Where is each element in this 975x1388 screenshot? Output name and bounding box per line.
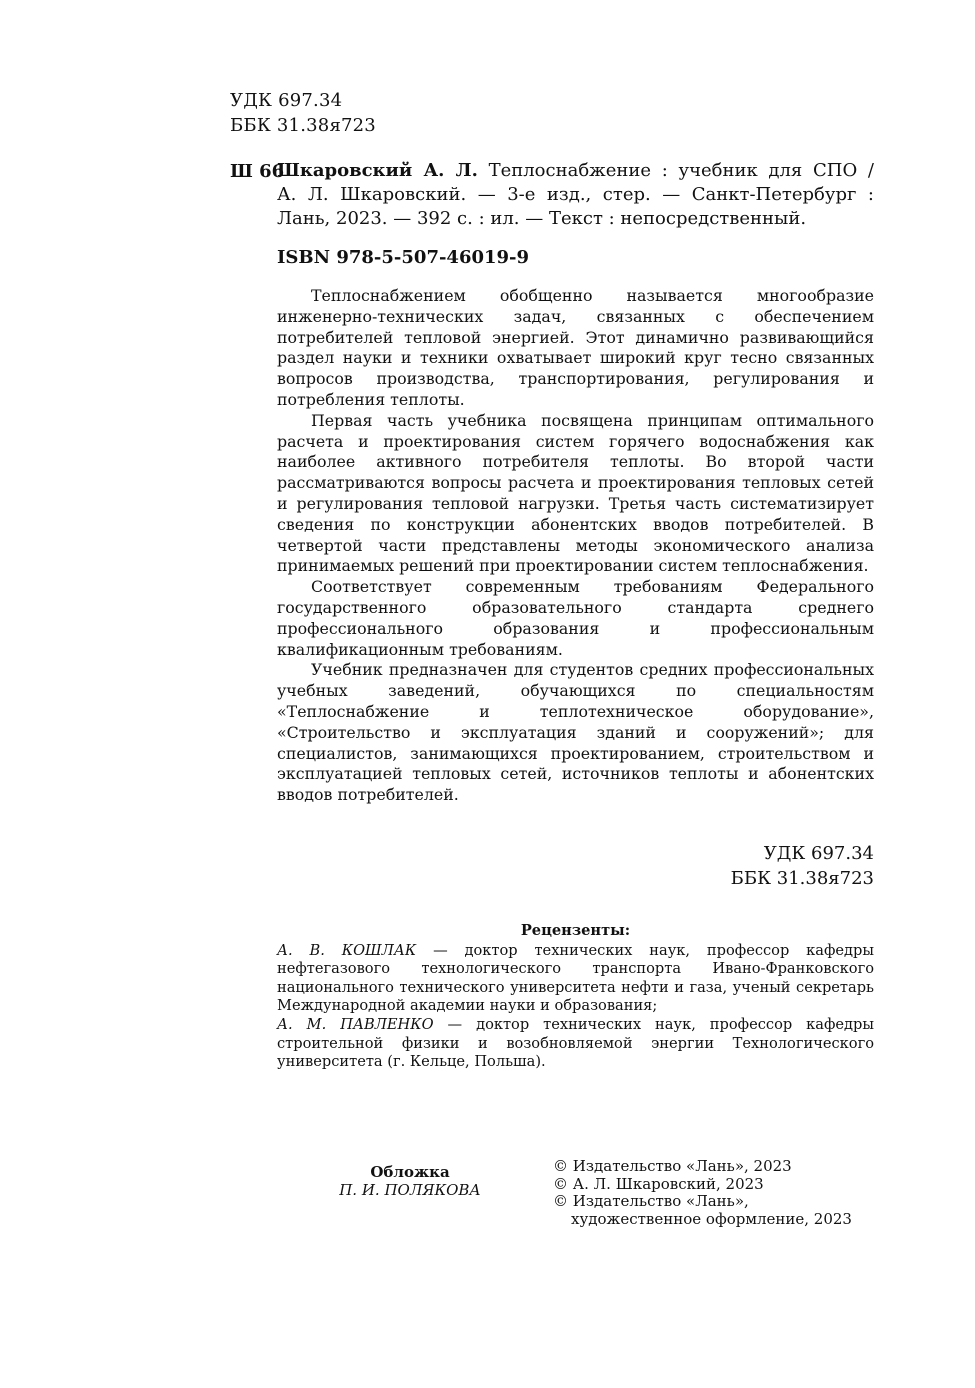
cover-credit: [300, 1163, 520, 1199]
copyright-line: © А. Л. Шкаровский, 2023: [553, 1174, 764, 1193]
reviewers-title: Рецензенты:: [520, 922, 631, 939]
cover-artist: П. И. ПОЛЯКОВА: [339, 1181, 481, 1199]
udk-code: УДК 697.34: [763, 843, 874, 864]
cover-label: Обложка: [370, 1163, 450, 1181]
copyright-line: © Издательство «Лань», 2023: [553, 1157, 792, 1175]
author-name: Шкаровский А. Л.: [277, 160, 478, 181]
reviewer-entry: [277, 942, 874, 1016]
annotation-paragraph: Соответствует современным требованиям Федерального государственного образовательного стандарта среднего профессионального образования и профессиональным квалификационным требованиям.: [277, 577, 874, 659]
bibliographic-line-3: Лань, 2023. — 392 с. : ил. — Текст : непосредственный.: [277, 208, 807, 229]
copyright-line: художественное оформление, 2023: [571, 1209, 852, 1228]
reviewer-description: — доктор технических наук, профессор кафедры строительной физики и возобновляемой энергии Технологического университета (г. Кельце, Польша).: [277, 1015, 874, 1071]
annotation-paragraph: Теплоснабжением обобщенно называется многообразие инженерно-технических задач, связанных с обеспечением потребителей тепловой энергией. Этот динамично развивающийся раздел науки и техники охватывает широкий круг тесно связанных вопросов производства, транспортирования, регулирования и потребления теплоты.: [277, 286, 874, 409]
reviewer-entry: [277, 1016, 874, 1072]
annotation-paragraph: Первая часть учебника посвящена принципам оптимального расчета и проектирования систем горячего водоснабжения как наиболее активного потребителя теплоты. Во второй части рассматриваются вопросы расчета и проектирования тепловых сетей и регулирования тепловой нагрузки. Третья часть систематизирует сведения по конструкции абонентских вводов потребителей. В четвертой части представлены методы экономического анализа принимаемых решений при проектировании систем теплоснабжения.: [277, 410, 874, 576]
bibliographic-line-2: А. Л. Шкаровский. — 3-е изд., стер. — Санкт-Петербург :: [277, 184, 874, 205]
isbn: ISBN 978-5-507-46019-9: [277, 247, 530, 268]
reviewer-description: — доктор технических наук, профессор кафедры нефтегазового технологического транспорта Ивано-Франковского национального технического университета нефти и газа, ученый секретарь Международной академии науки и образования;: [277, 941, 874, 1015]
udk-code: УДК 697.34: [230, 90, 343, 111]
reviewer-name: А. М. ПАВЛЕНКО: [277, 1015, 434, 1033]
copyright-line: © Издательство «Лань»,: [553, 1192, 749, 1210]
bbk-code: ББК 31.38я723: [230, 115, 376, 136]
bibliographic-line-1: [277, 159, 874, 183]
bibliographic-record: [277, 159, 874, 231]
reviewers-section: [277, 922, 874, 1072]
copyright-block: [553, 1158, 883, 1228]
annotation-paragraph: Учебник предназначен для студентов средних профессиональных учебных заведений, обучающихся по специальностям «Теплоснабжение и теплотехническое оборудование», «Строительство и эксплуатация зданий и сооружений»; для специалистов, занимающихся проектированием, строительством и эксплуатацией тепловых сетей, источников теплоты и абонентских вводов потребителей.: [277, 660, 874, 805]
udk-bbk-header: [230, 88, 376, 138]
udk-bbk-footer: [640, 841, 874, 891]
bbk-code: ББК 31.38я723: [730, 868, 874, 889]
title-statement: Теплоснабжение : учебник для СПО /: [488, 160, 874, 181]
annotation: [277, 286, 874, 806]
author-cipher: Ш 66: [230, 161, 285, 182]
reviewer-name: А. В. КОШЛАК: [277, 941, 417, 959]
